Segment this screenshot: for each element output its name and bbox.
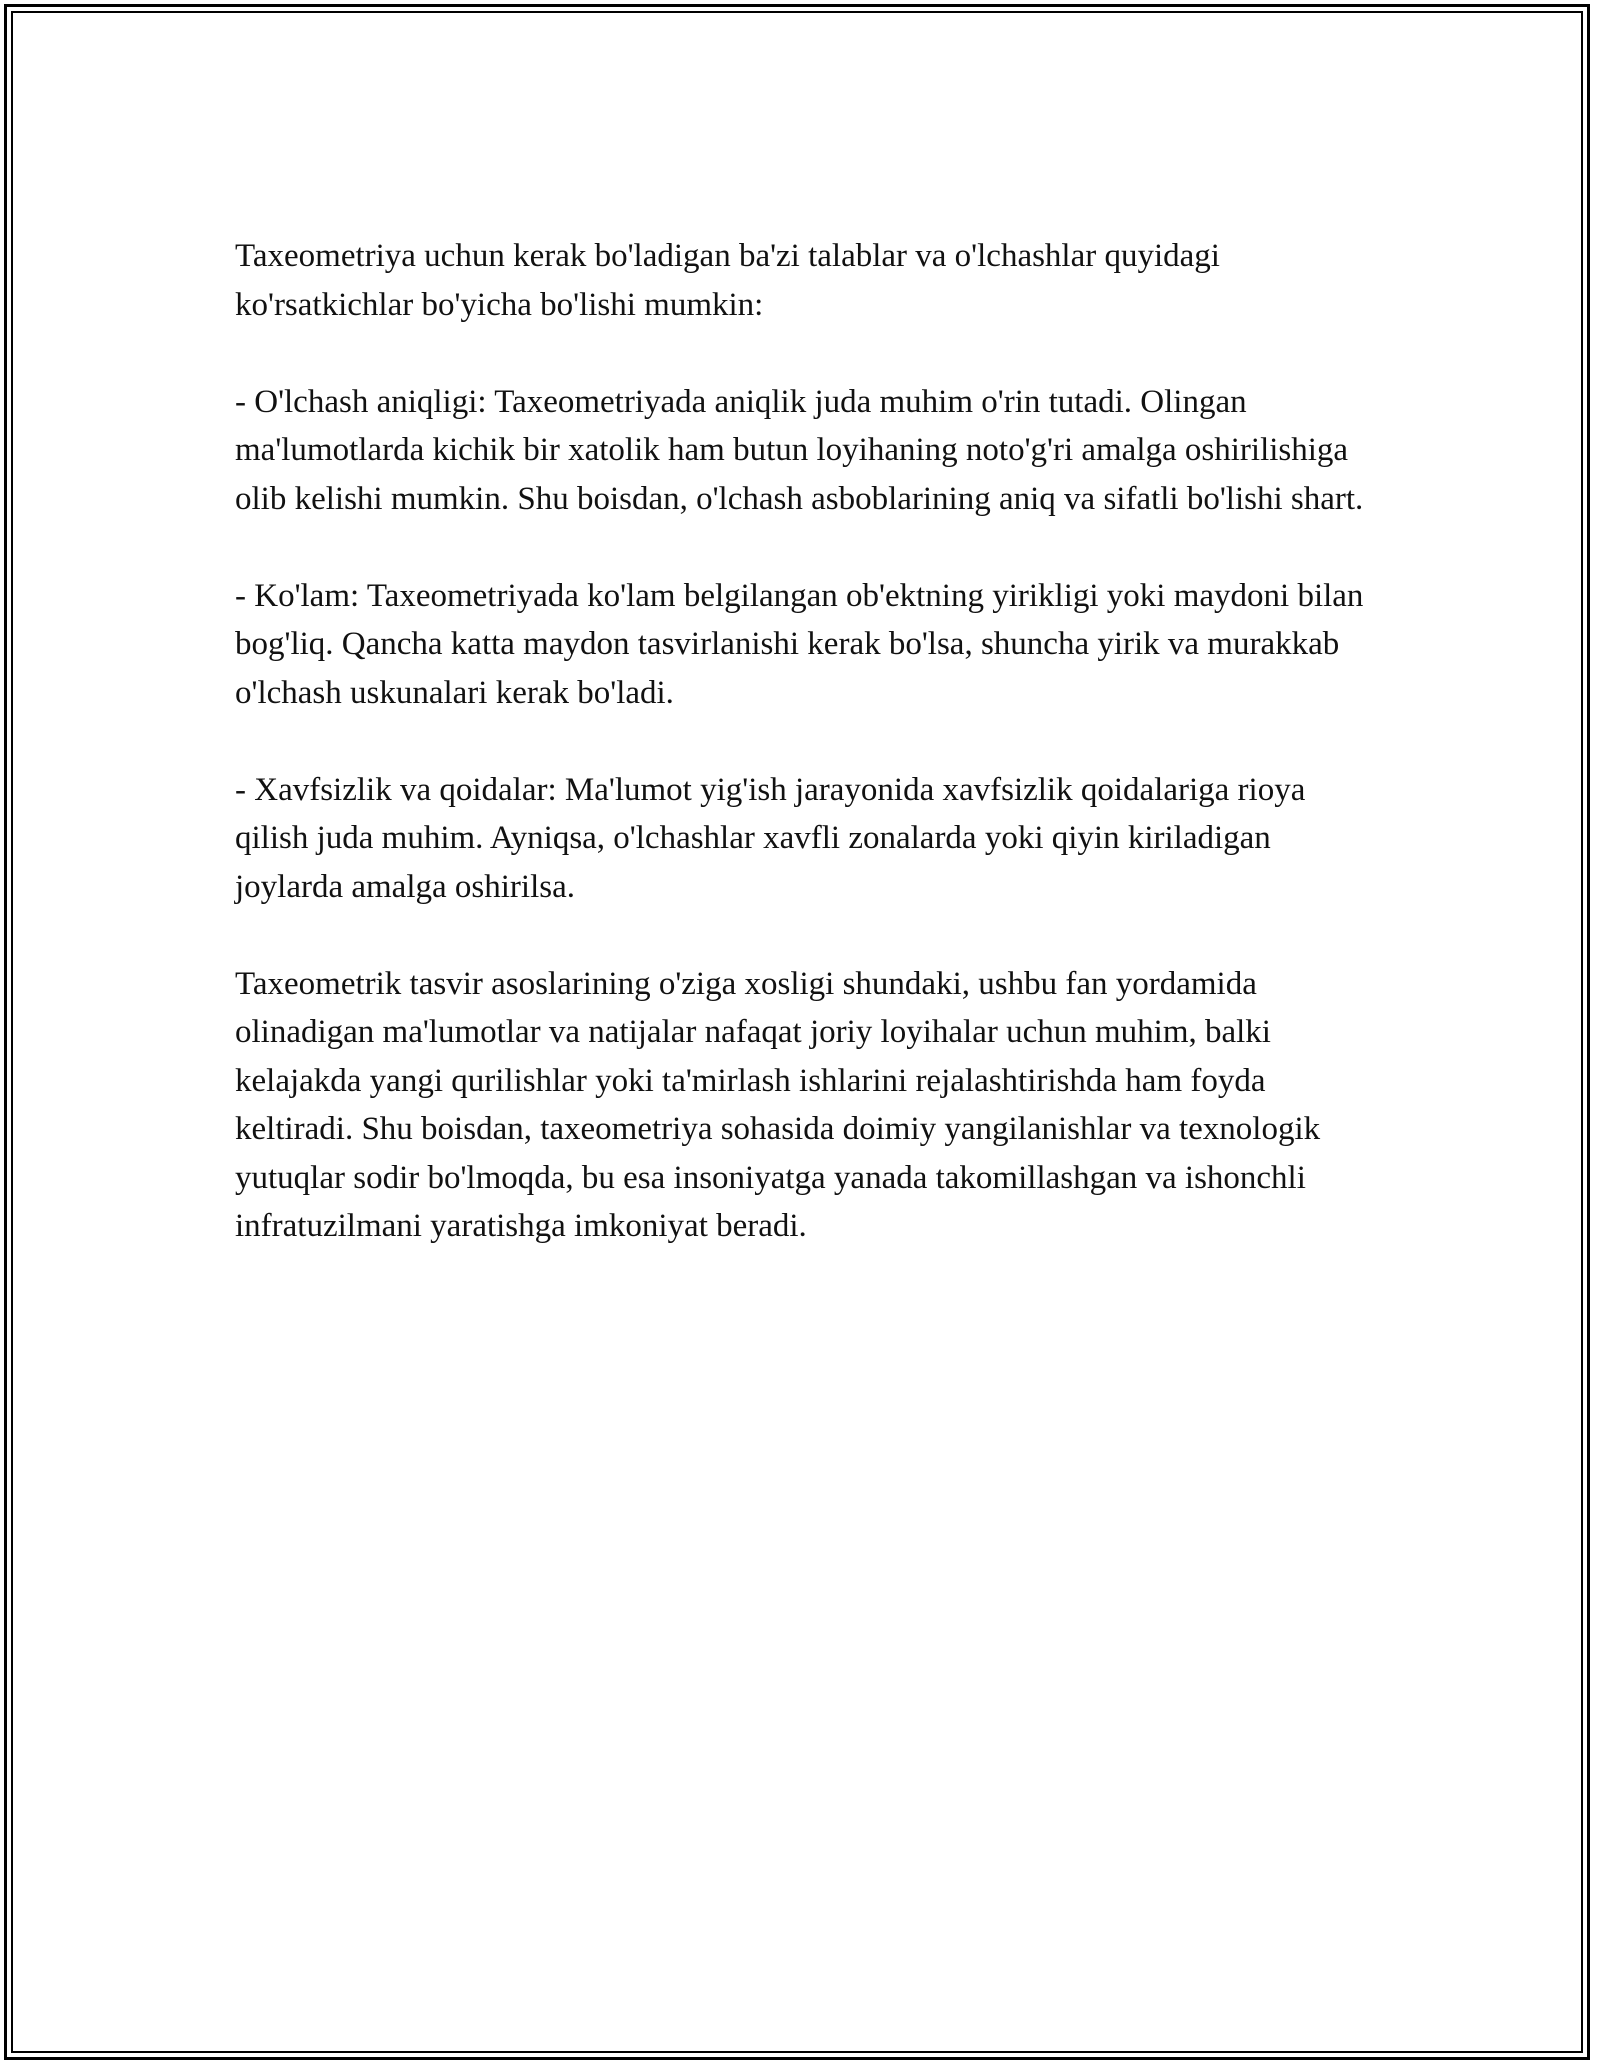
conclusion-paragraph: Taxeometrik tasvir asoslarining o'ziga xosligi shundaki, ushbu fan yordamida olinadigan ma'lumotlar va natijalar nafaqat joriy loyihalar uchun muhim, balki kelajakda yangi qurilishlar yoki ta'mirlash ishlarini rejalashtirishda ham foyda keltiradi. Shu boisdan, taxeometriya sohasida doimiy yangilanishlar va texnologik yutuqlar sodir bo'lmoqda, bu esa insoniyatga yanada takomillashgan va ishonchli infratuzilmani yaratishga imkoniyat beradi. (235, 965, 1321, 1244)
scale-paragraph: - Ko'lam: Taxeometriyada ko'lam belgilangan ob'ektning yirikligi yoki maydoni bilan bog'liq. Qancha katta maydon tasvirlanishi kerak bo'lsa, shuncha yirik va murakkab o'lchash uskunalari kerak bo'ladi. (235, 577, 1364, 711)
accuracy-paragraph: - O'lchash aniqligi: Taxeometriyada aniqlik juda muhim o'rin tutadi. Olingan ma'lumotlarda kichik bir xatolik ham butun loyihaning noto'g'ri amalga oshirilishiga olib kelishi mumkin. Shu boisdan, o'lchash asboblarining aniq va sifatli bo'lishi shart. (235, 383, 1364, 517)
intro-paragraph: Taxeometriya uchun kerak bo'ladigan ba'zi talablar va o'lchashlar quyidagi ko'rsatkichlar bo'yicha bo'lishi mumkin: (235, 238, 1220, 323)
safety-paragraph: - Xavfsizlik va qoidalar: Ma'lumot yig'ish jarayonida xavfsizlik qoidalariga rioya qilish juda muhim. Ayniqsa, o'lchashlar xavfli zonalarda yoki qiyin kiriladigan joylarda amalga oshirilsa. (235, 771, 1306, 905)
document-body (235, 232, 1375, 1299)
